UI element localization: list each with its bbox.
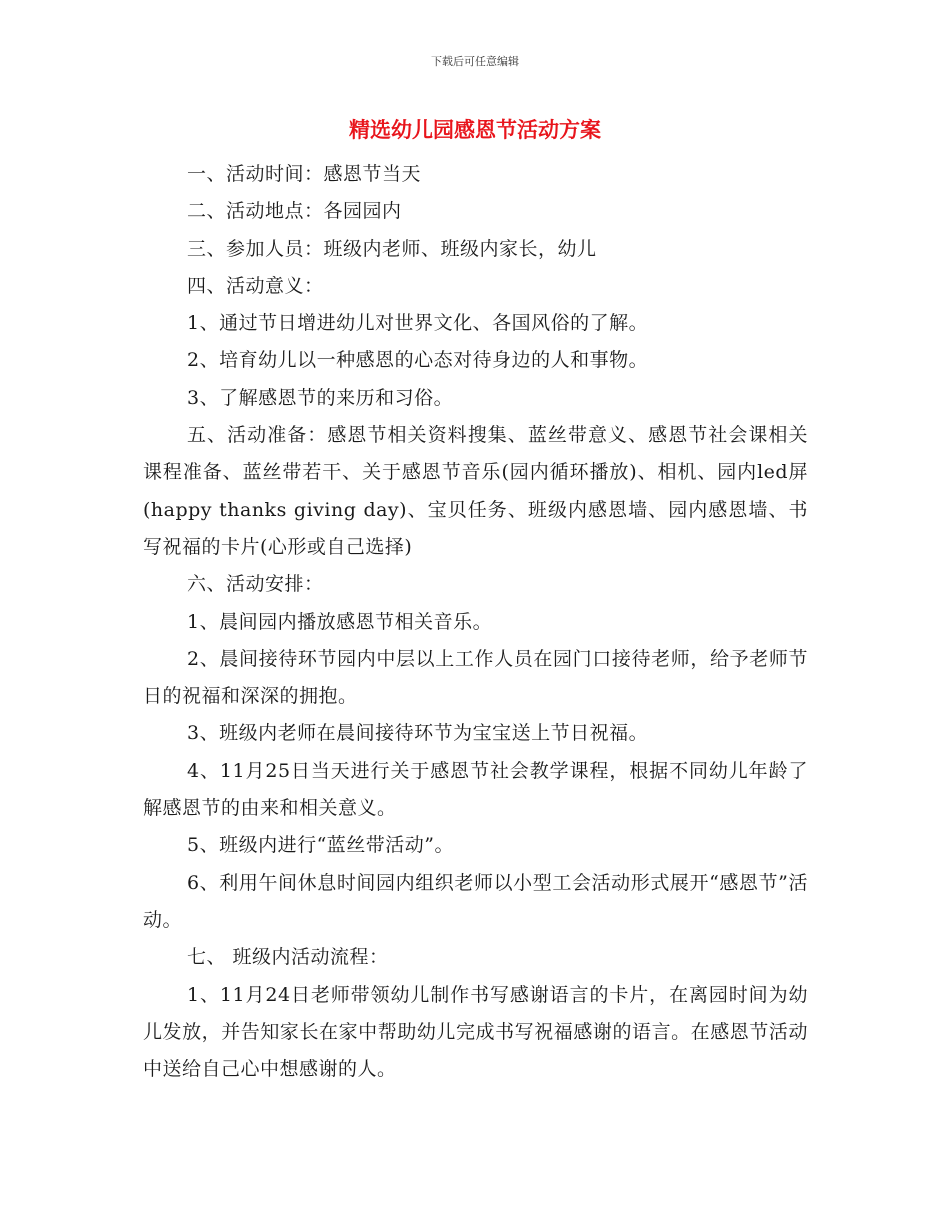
- paragraph-class-flow-1: 1、11月24日老师带领幼儿制作书写感谢语言的卡片，在离园时间为幼儿发放，并告知家长在家中帮助幼儿完成书写祝福感谢的语言。在感恩节活动中送给自己心中想感谢的人。: [143, 983, 808, 1081]
- paragraph-significance-1: 1、通过节日增进幼儿对世界文化、各国风俗的了解。: [187, 312, 649, 335]
- paragraph-significance-2: 2、培育幼儿以一种感恩的心态对待身边的人和事物。: [187, 349, 649, 372]
- paragraph-activity-location: 二、活动地点：各园园内: [187, 200, 402, 223]
- paragraph-arrangement-4: 4、11月25日当天进行关于感恩节社会教学课程，根据不同幼儿年龄了解感恩节的由来和相关意义。: [143, 759, 808, 820]
- paragraph-arrangement-3: 3、班级内老师在晨间接待环节为宝宝送上节日祝福。: [187, 722, 649, 745]
- document-title: 精选幼儿园感恩节活动方案: [349, 118, 601, 142]
- paragraph-participants: 三、参加人员：班级内老师、班级内家长，幼儿: [187, 237, 597, 260]
- paragraph-arrangement-heading: 六、活动安排：: [187, 573, 324, 596]
- paragraph-significance-3: 3、了解感恩节的来历和习俗。: [187, 386, 454, 409]
- paragraph-class-flow-heading: 七、 班级内活动流程：: [187, 946, 389, 969]
- paragraph-activity-time: 一、活动时间：感恩节当天: [187, 163, 422, 185]
- document-body: [143, 156, 808, 1088]
- paragraph-arrangement-6: 6、利用午间休息时间园内组织老师以小型工会活动形式展开“感恩节”活动。: [143, 871, 808, 931]
- paragraph-arrangement-1: 1、晨间园内播放感恩节相关音乐。: [187, 610, 493, 633]
- paragraph-arrangement-5: 5、班级内进行“蓝丝带活动”。: [187, 834, 455, 857]
- paragraph-significance-heading: 四、活动意义：: [187, 274, 324, 297]
- paragraph-arrangement-2: 2、晨间接待环节园内中层以上工作人员在园门口接待老师，给予老师节日的祝福和深深的拥抱。: [143, 647, 808, 708]
- paragraph-preparation: 五、活动准备：感恩节相关资料搜集、蓝丝带意义、感恩节社会课相关课程准备、蓝丝带若干、关于感恩节音乐(园内循环播放)、相机、园内led屏(happy thanks giving day)、宝贝任务、班级内感恩墙、园内感恩墙、书写祝福的卡片(心形或自己选择): [143, 424, 808, 558]
- header-note: 下载后可任意编辑: [431, 55, 519, 68]
